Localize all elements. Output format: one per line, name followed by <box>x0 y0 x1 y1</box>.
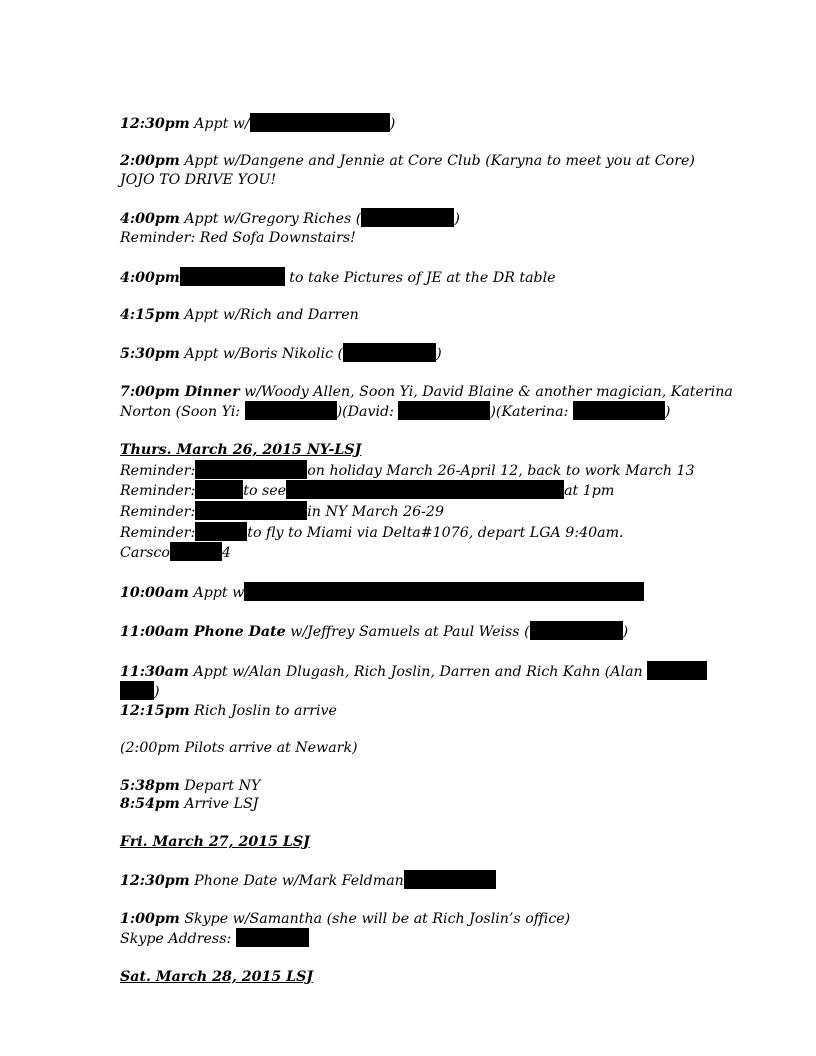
entry-text: Norton (Soon Yi: <box>120 404 245 421</box>
entry-text: (2:00pm Pilots arrive at Newark) <box>120 740 358 757</box>
reminder-line <box>120 460 720 481</box>
entry-text: )(David: <box>336 404 399 421</box>
entry-time: 12:15pm <box>120 702 190 719</box>
redaction-box <box>245 401 337 420</box>
entry-text-end: ) <box>389 116 396 132</box>
redaction-box <box>120 681 154 700</box>
entry-1230pm <box>120 113 720 134</box>
entry-pilots <box>120 739 720 758</box>
entry-200pm <box>120 152 720 189</box>
redaction-box <box>398 401 490 420</box>
entry-flight <box>120 777 720 814</box>
entry-415pm <box>120 306 720 325</box>
day-saturday <box>120 968 720 987</box>
entry-text: Rich Joslin to arrive <box>194 702 337 719</box>
entry-note: JOJO TO DRIVE YOU! <box>120 172 277 189</box>
redaction-box <box>343 343 436 362</box>
entry-note: Reminder: Red Sofa Downstairs! <box>120 230 356 247</box>
entry-time: 5:30pm <box>120 346 180 363</box>
entry-1230pm-feldman <box>120 870 720 891</box>
reminder-line <box>120 501 720 522</box>
entry-text: Appt w/ <box>194 116 250 132</box>
entry-time: 4:15pm <box>120 306 180 323</box>
reminder-line <box>120 522 720 543</box>
entry-text-end: ) <box>436 346 442 363</box>
redaction-box <box>195 522 247 541</box>
entry-time: 11:00am Phone Date <box>120 624 286 641</box>
entry-text: w/Woody Allen, Soon Yi, David Blaine & another magician, Katerina <box>244 383 733 400</box>
entry-time: 10:00am <box>120 584 189 601</box>
entry-1130am <box>120 661 720 721</box>
redaction-box <box>195 460 307 479</box>
entry-text: Phone Date w/Mark Feldman <box>194 873 404 890</box>
entry-1000am <box>120 582 720 603</box>
entry-text-end: ) <box>154 684 160 701</box>
reminder-line <box>120 542 720 563</box>
entry-text: Appt w/Dangene and Jennie at Core Club (Karyna to meet you at Core) <box>184 153 695 170</box>
entry-text: )(Katerina: <box>490 404 573 421</box>
redaction-box <box>530 621 623 640</box>
entry-text-end: ) <box>454 211 460 228</box>
entry-time: 4:00pm <box>120 211 180 228</box>
redaction-box <box>180 267 285 286</box>
entry-note: Skype Address: <box>120 931 236 948</box>
reminder-text: at 1pm <box>564 483 615 500</box>
entry-time: 2:00pm <box>120 153 180 170</box>
entry-text: Appt w <box>193 584 245 601</box>
day-heading: Fri. March 27, 2015 LSJ <box>120 833 310 850</box>
reminder-label: Reminder: <box>120 462 196 479</box>
redaction-box <box>286 480 564 499</box>
redaction-box <box>195 480 243 499</box>
day-friday <box>120 833 720 852</box>
redaction-box <box>195 501 307 520</box>
entry-700pm-dinner <box>120 383 733 422</box>
entry-text: Appt w/Gregory Riches ( <box>184 211 362 228</box>
entry-time: 12:30pm <box>120 873 190 890</box>
entry-100pm-skype <box>120 910 720 949</box>
entry-text: Appt w/Alan Dlugash, Rich Joslin, Darren and Rich Kahn (Alan <box>193 663 648 680</box>
redaction-box <box>361 208 454 227</box>
reminder-text: to see <box>243 483 287 500</box>
entry-time: 5:38pm <box>120 777 180 794</box>
day-thursday <box>120 441 720 563</box>
entry-text: Appt w/Boris Nikolic ( <box>184 346 344 363</box>
redaction-box <box>647 661 707 680</box>
redaction-box <box>250 113 390 132</box>
entry-text: Arrive LSJ <box>184 796 259 813</box>
reminder-label: Reminder: <box>120 524 196 541</box>
entry-time: 4:00pm <box>120 269 180 286</box>
reminder-text: to fly to Miami via Delta#1076, depart LGA 9:40am. <box>247 524 624 541</box>
entry-time: 12:30pm <box>120 116 190 132</box>
reminder-label: Reminder: <box>120 483 196 500</box>
redaction-box <box>170 542 222 561</box>
entry-text-end: ) <box>622 624 629 641</box>
redaction-box <box>404 870 496 889</box>
entry-text: w/Jeffrey Samuels at Paul Weiss ( <box>290 624 530 641</box>
reminder-label: Reminder: <box>120 503 196 520</box>
entry-530pm <box>120 343 720 364</box>
reminder-text: 4 <box>221 545 231 562</box>
redaction-box <box>244 582 644 601</box>
entry-time: 1:00pm <box>120 910 180 927</box>
entry-400pm-riches <box>120 208 720 247</box>
entry-400pm-pictures <box>120 267 720 288</box>
redaction-box <box>236 928 309 947</box>
entry-text: to take Pictures of JE at the DR table <box>284 269 556 286</box>
day-heading: Thurs. March 26, 2015 NY-LSJ <box>120 441 362 458</box>
reminder-text: in NY March 26-29 <box>307 503 444 520</box>
entry-text: Depart NY <box>184 777 261 794</box>
reminder-line <box>120 480 720 501</box>
entry-text: Skype w/Samantha (she will be at Rich Joslin’s office) <box>184 910 571 927</box>
day-heading: Sat. March 28, 2015 LSJ <box>120 968 314 985</box>
entry-text: Appt w/Rich and Darren <box>184 306 359 323</box>
entry-text-end: ) <box>664 404 671 421</box>
redaction-box <box>573 401 665 420</box>
entry-time: 8:54pm <box>120 796 180 813</box>
entry-time: 11:30am <box>120 663 189 680</box>
entry-1100am <box>120 621 720 642</box>
reminder-text: on holiday March 26-April 12, back to work March 13 <box>307 462 695 479</box>
reminder-label: Carsco <box>120 545 170 562</box>
entry-time: 7:00pm Dinner <box>120 383 240 400</box>
schedule-document <box>120 113 733 1005</box>
